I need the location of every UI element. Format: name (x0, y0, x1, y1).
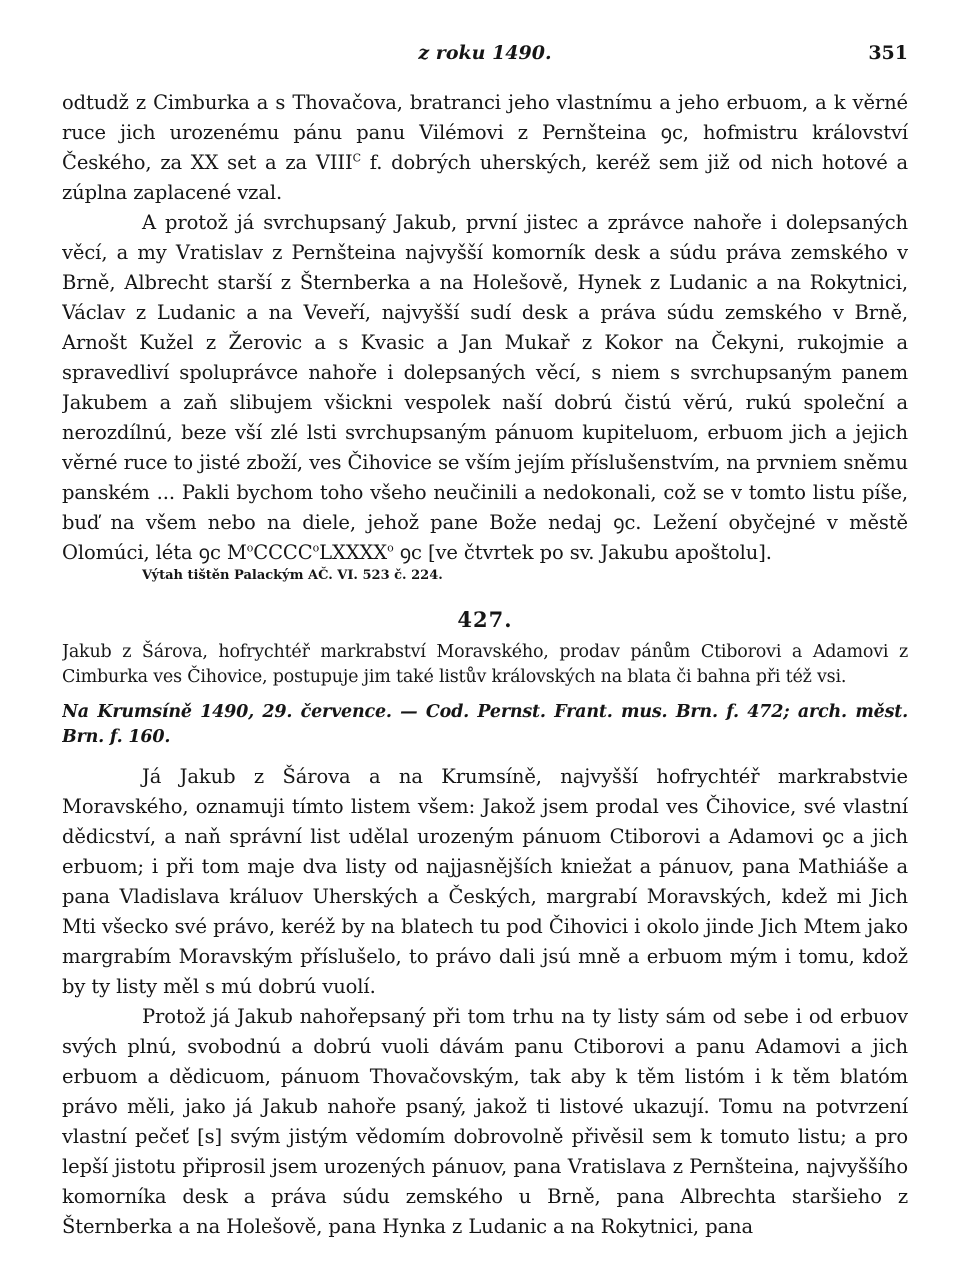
superscript-o-1: o (246, 541, 254, 555)
document-regest: Jakub z Šárova, hofrychtéř markrabství Moravského, prodav pánům Ctiborovi a Adamovi z Cimburka ves Čihovice, postupuje jim také listův královských na blata či bahna při též vsi. (62, 642, 908, 687)
paragraph-2 (62, 208, 908, 568)
running-title: z roku 1490. (418, 42, 552, 64)
document-paragraph-2: Protož já Jakub nahořepsaný při tom trhu na ty listy sám od sebe i od erbuov svých plnú, svobodnú a dobrú vuoli dávám panu Ctiborovi a panu Adamovi a jich erbuom a dědicuom, pánuom Thovačovským, tak aby k těm listóm i k těm blatóm právo měli, jako já Jakub nahoře psaný, jakož ti listové ukazují. Tomu na potvrzení vlastní pečeť [s] svým jistým vědomím dobrovolně přivěsil sem k tomuto listu; a pro lepší jistotu připrosil jsem urozených pánuov, pana Vratislava z Pernšteina, najvyššího komorníka desk a práva súdu zemského u Brně, pana Albrechta staršieho z Šternberka a na Holešově, pana Hynka z Ludanic a na Rokytnici, pana (62, 1005, 908, 1238)
source-note: Výtah tištěn Palackým AČ. VI. 523 č. 224. (142, 568, 443, 583)
superscript-o-2: o (312, 541, 320, 555)
year-part-2: LXXXX (319, 541, 388, 564)
document-page (62, 38, 908, 1258)
paragraph-1 (62, 88, 908, 208)
year-part-1: CCCC (253, 541, 313, 564)
running-header (62, 38, 908, 74)
paragraph-1-text: odtudž z Cimburka a s Thovačova, bratranci jeho vlastnímu a jeho erbuom, a k věrné ruce jich urozenému pánu panu Vilémovi z Pernšteina ꝯc, hofmistru království Českého, za XX set a za VIII (62, 91, 908, 174)
superscript-c: C (352, 151, 361, 165)
document-paragraph-1: Já Jakub z Šárova a na Krumsíně, najvyšší hofrychtéř markrabstvie Moravského, oznamuji tímto listem všem: Jakož jsem prodal ves Čihovice, své vlastní dědicství, a naň správní list udělal urozeným pánuom Ctiborovi a Adamovi ꝯc a jich erbuom; i při tom maje dva listy od najjasnějších kniežat a pánuov, pana Mathiáše a pana Vladislava králuov Uherských a Českých, margrabí Moravských, kdež mi Jich Mti všecko své právo, keréž by na blatech tu pod Čihovici i okolo jinde Jich Mtem jako margrabím Moravským příslušelo, to právo dali jsú mně a erbuom mým i tomu, kdož by ty listy měl s mú dobrú vuolí. (62, 765, 908, 998)
document-number: 427. (457, 607, 513, 632)
paragraph-2-text-end: ꝯc [ve čtvrtek po sv. Jakubu apoštolu]. (393, 541, 772, 564)
superscript-o-3: o (387, 541, 394, 555)
document-dating: Na Krumsíně 1490, 29. července. — Cod. Pernst. Frant. mus. Brn. f. 472; arch. měst. Brn. f. 160. (62, 702, 908, 747)
paragraph-2-text: A protož já svrchupsaný Jakub, první jistec a zprávce nahoře i dolepsaných věcí, a my Vratislav z Pernšteina najvyšší komorník desk a súdu práva zemského v Brně, Albrecht starší z Šternberka a na Holešově, Hynek z Ludanic a na Rokytnici, Václav z Ludanic a na Veveří, najvyšší sudí desk a práva súdu zemského v Brně, Arnošt Kužel z Žerovic a s Kvasic a Jan Mukař z Kokor na Čekyni, rukojmie a spravedliví spoluprávce nahoře i dolepsaných věcí, s niem s svrchupsaným panem Jakubem a zaň slibujem všickni vespolek naší dobrú čistú věrú, rukú společní a nerozdílnú, beze vší zlé lsti svrchupsaným pánuom kupiteluom, erbuom jich a jejich věrné ruce to jisté zboží, ves Čihovice se vším jejím příslušenstvím, na prvniem sněmu panském ... Pakli bychom toho všeho neučinili a nedokonali, což se v tomto listu píše, buď na všem nebo na diele, jehož pane Bože nedaj ꝯc. Ležení obyčejné v městě Olomúci, léta ꝯc M (62, 211, 908, 564)
page-number: 351 (868, 42, 908, 64)
paragraph-1-text-end: f. dobrých uherských, keréž sem již od nich hotové a zúplna zaplacené vzal. (62, 151, 908, 204)
